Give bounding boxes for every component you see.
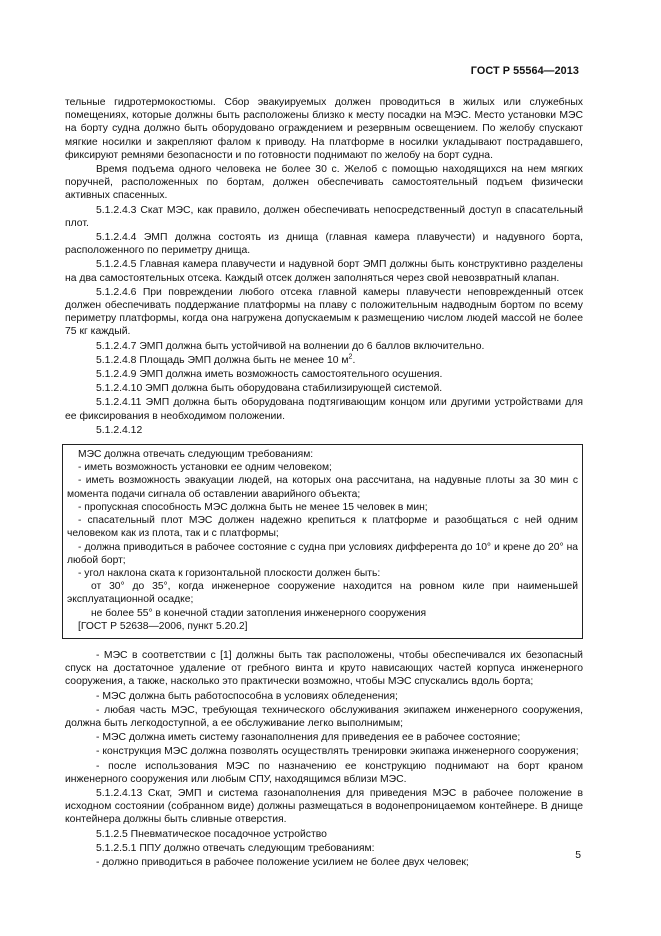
paragraph: тельные гидротермокостюмы. Сбор эвакуируемых должен проводиться в жилых или служебных помещениях, которые должны быть расположены близко к месту посадки на МЭС. Место установки МЭС на борту судна должно быть оборудовано ограждением и резервным освещением. По желобу спускают мягкие носилки и закрепляют фалом к приводу. На платформе в носилки укладывают пострадавшего, фиксируют ремнями безопасности и по готовности поднимают по желобу на борт судна. — [65, 97, 583, 161]
mid-paragraphs — [65, 368, 583, 437]
paragraph-area — [65, 354, 583, 367]
paragraph: - любая часть МЭС, требующая технического обслуживания экипажем инженерного сооружения, должна быть легкодоступной, а ее обслуживание легко выполнимым; — [65, 704, 583, 729]
area-superscript: 2 — [348, 353, 353, 361]
quote-line: МЭС должна отвечать следующим требованиям: — [78, 449, 314, 461]
paragraph: 5.1.2.4.9 ЭМП должна иметь возможность самостоятельного осушения. — [96, 369, 443, 381]
paragraph: - должно приводиться в рабочее положение усилием не более двух человек; — [96, 856, 469, 868]
quote-line: от 30° до 35°, когда инженерное сооружение находится на ровном киле при наименьшей эксплуатационной осадке; — [67, 581, 578, 606]
quote-reference: [ГОСТ Р 52638—2006, пункт 5.20.2] — [78, 620, 248, 632]
paragraph: 5.1.2.4.5 Главная камера плавучести и надувной борт ЭМП должны быть конструктивно разделены на два самостоятельных отсека. Каждый отсек должен заполняться через свой невозвратный клапан. — [65, 259, 583, 284]
paragraph: 5.1.2.5 Пневматическое посадочное устройство — [96, 828, 327, 840]
quoted-requirements-box — [62, 444, 583, 639]
paragraph: 5.1.2.4.13 Скат, ЭМП и система газонаполнения для приведения МЭС в рабочее положение в исходном состоянии (собранном виде) должны размещаться в водонепроницаемом контейнере. В днище контейнера должны быть сливные отверстия. — [65, 787, 583, 826]
quote-line: - должна приводиться в рабочее состояние с судна при условиях дифферента до 10° и крене до 20° на любой борт; — [67, 541, 578, 566]
top-paragraphs — [65, 96, 583, 353]
page-body — [65, 95, 583, 869]
paragraph: - МЭС должна иметь систему газонаполнения для приведения ее в рабочее состояние; — [96, 732, 521, 744]
area-tail: . — [352, 354, 356, 366]
paragraph: - МЭС должна быть работоспособна в условиях обледенения; — [96, 690, 398, 702]
paragraph: 5.1.2.5.1 ППУ должно отвечать следующим требованиям: — [96, 842, 375, 854]
paragraph: Время подъема одного человека не более 30 с. Желоб с помощью находящихся на нем мягких поручней, расположенных по бортам, должен обеспечивать самостоятельный подъем физически активных спасенных. — [65, 164, 583, 202]
paragraph: 5.1.2.4.6 При повреждении любого отсека главной камеры плавучести неповрежденный отсек должен обеспечивать поддержание платформы на плаву с положительным надводным бортом по всему периметру платформы, когда она нагружена допускаемым к размещению числом людей массой не более 75 кг каждый. — [65, 286, 583, 338]
area-text: 5.1.2.4.8 Площадь ЭМП должна быть не менее 10 м — [96, 354, 349, 366]
paragraph: - после использования МЭС по назначению ее конструкцию поднимают на борт краном инженерного сооружения или любым СПУ, находящимся вблизи МЭС. — [65, 760, 583, 785]
paragraph: 5.1.2.4.12 — [96, 424, 143, 436]
quote-line: - угол наклона ската к горизонтальной плоскости должен быть: — [78, 567, 381, 579]
document-header: ГОСТ Р 55564—2013 — [470, 65, 579, 77]
paragraph: - МЭС в соответствии с [1] должны быть так расположены, чтобы обеспечивался их безопасный спуск на достаточное удаление от гребного винта и круто нависающих частей корпуса инженерного сооружения, а также, насколько это практически возможно, чтобы МЭС спускались вдоль борта; — [65, 649, 583, 688]
quote-line: - иметь возможность эвакуации людей, на которых она рассчитана, на надувные плоты за 30 мин с момента подачи сигнала об оставлении аварийного объекта; — [67, 475, 578, 500]
paragraph: 5.1.2.4.7 ЭМП должна быть устойчивой на волнении до 6 баллов включительно. — [96, 340, 485, 352]
quote-line: - иметь возможность установки ее одним человеком; — [78, 462, 332, 474]
bottom-paragraphs — [65, 649, 583, 869]
paragraph: 5.1.2.4.10 ЭМП должна быть оборудована стабилизирующей системой. — [96, 383, 443, 395]
paragraph: - конструкция МЭС должна позволять осуществлять тренировки экипажа инженерного сооружения; — [96, 746, 579, 758]
quote-line: - пропускная способность МЭС должна быть не менее 15 человек в мин; — [78, 501, 428, 513]
paragraph: 5.1.2.4.3 Скат МЭС, как правило, должен обеспечивать непосредственный доступ в спасательный плот. — [65, 204, 583, 229]
paragraph: 5.1.2.4.11 ЭМП должна быть оборудована подтягивающим концом или другими устройствами для ее фиксирования в необходимом положении. — [65, 397, 583, 422]
page-number: 5 — [575, 850, 581, 861]
quote-line: не более 55° в конечной стадии затопления инженерного сооружения — [91, 607, 427, 619]
paragraph: 5.1.2.4.4 ЭМП должна состоять из днища (главная камера плавучести) и надувного борта, расположенного по периметру днища. — [65, 232, 583, 257]
quote-line: - спасательный плот МЭС должен надежно крепиться к платформе и разобщаться с ней одним человеком как из плота, так и с платформы; — [67, 515, 578, 540]
